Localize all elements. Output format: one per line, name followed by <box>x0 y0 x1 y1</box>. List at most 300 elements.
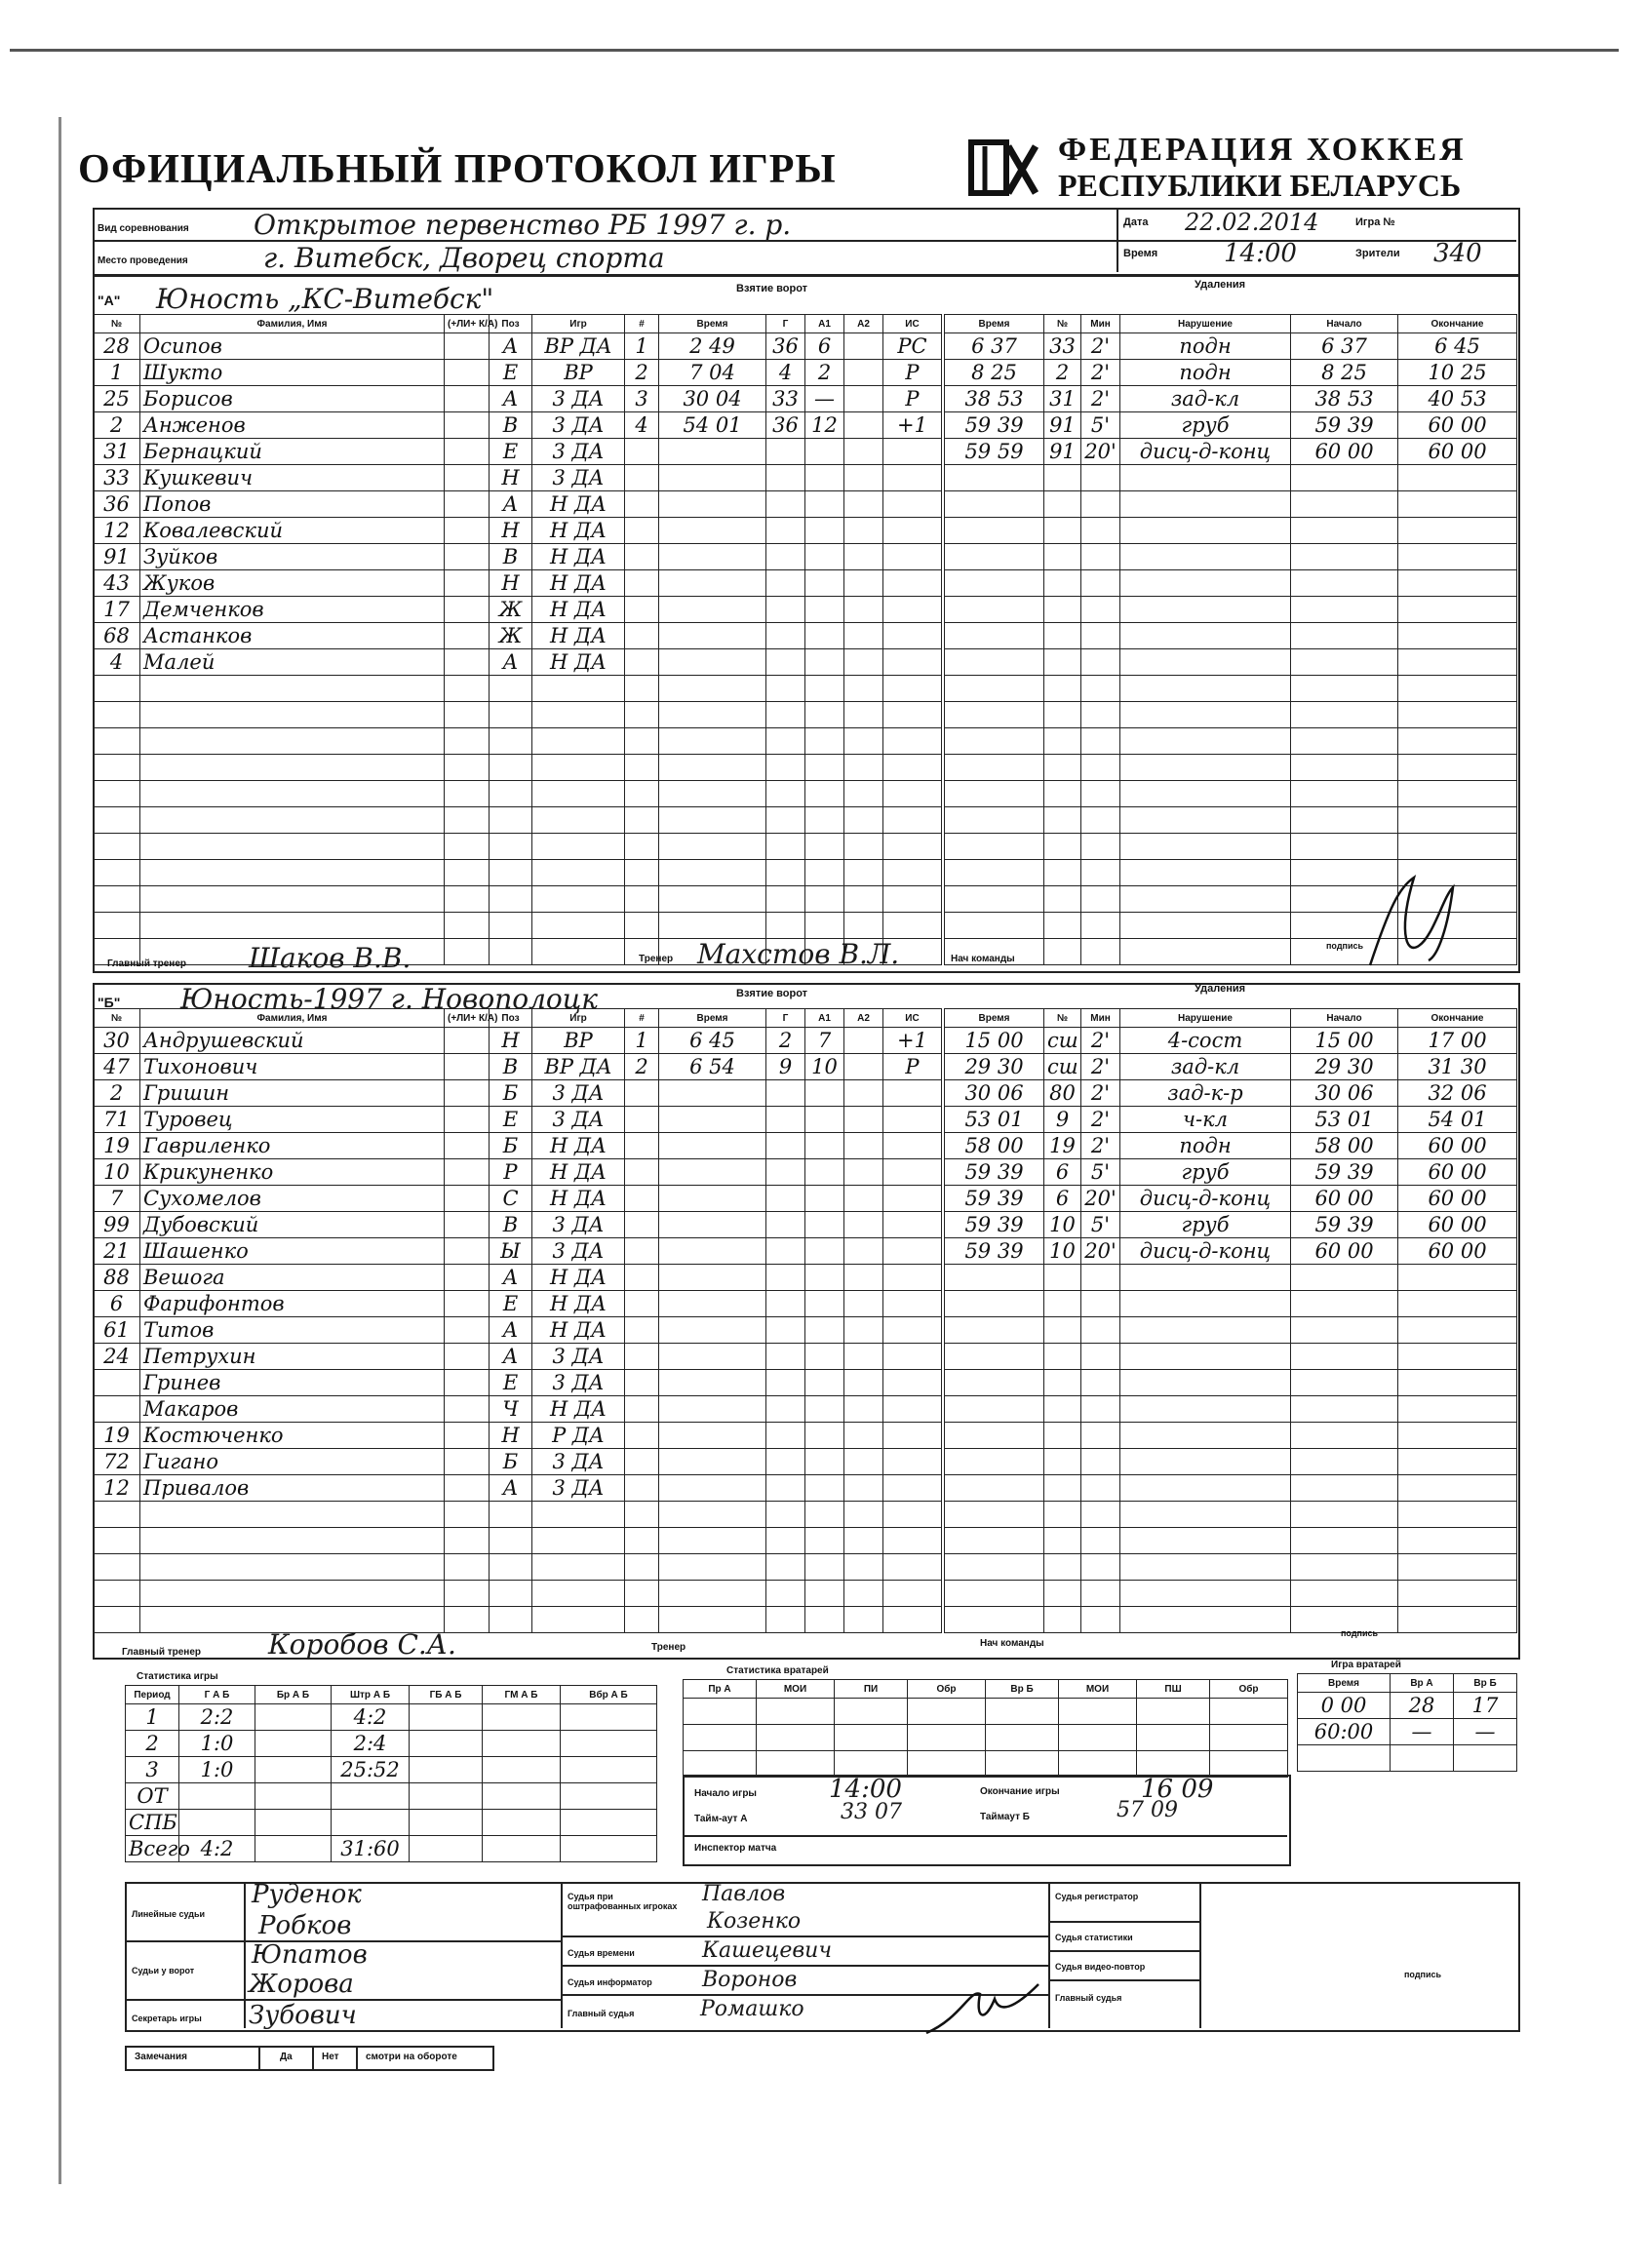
team-a-penalty-cell <box>1398 781 1517 807</box>
team-a-roster-cell <box>490 913 532 939</box>
team-b-goal-cell <box>625 1581 659 1607</box>
team-b-roster-cell <box>140 1528 445 1554</box>
team-b-penalty-cell <box>1291 1581 1398 1607</box>
team-a-goal-cell: — <box>805 386 844 412</box>
team-b-goal-cell <box>883 1291 942 1317</box>
team-b-goal-cell: 10 <box>805 1054 844 1080</box>
team-a-roster-cell <box>140 728 445 755</box>
team-b-roster-row <box>94 1133 625 1159</box>
game-stats-cell <box>332 1783 410 1810</box>
team-b-roster <box>93 1008 625 1633</box>
team-b-roster-row <box>94 1028 625 1054</box>
team-b-goal-cell <box>805 1291 844 1317</box>
game-stats-cell <box>561 1731 657 1757</box>
remarks-no[interactable]: Нет <box>322 2052 339 2062</box>
team-a-roster-cell <box>445 781 490 807</box>
team-a-goal-row <box>625 781 942 807</box>
team-b-roster-cell: 30 <box>94 1028 140 1054</box>
competition-value: Открытое первенство РБ 1997 г. р. <box>254 209 792 241</box>
team-b-goal-cell <box>625 1396 659 1423</box>
team-b-roster-cell: Е <box>490 1107 532 1133</box>
team-a-roster-row <box>94 386 625 412</box>
informant-label: Судья информатор <box>568 1977 652 1987</box>
team-b-penalty-cell: 2' <box>1081 1054 1120 1080</box>
team-a-penalty-row <box>945 781 1517 807</box>
team-b-goal-cell <box>883 1581 942 1607</box>
team-b-penalty-cell <box>1081 1291 1120 1317</box>
referee-signature-icon <box>921 1979 1048 2038</box>
team-a-penalty-cell <box>1291 623 1398 649</box>
team-b-penalty-cell <box>1044 1449 1081 1475</box>
team-a-goal-cell <box>844 807 883 834</box>
team-b-penalty-cell: 59 39 <box>945 1238 1044 1265</box>
team-a-penalty-row <box>945 412 1517 439</box>
team-a-penalty-cell <box>1291 465 1398 491</box>
team-b-goal-row <box>625 1449 942 1475</box>
game-stats-cell: 31:60 <box>332 1836 410 1862</box>
team-b-roster-cell <box>445 1186 490 1212</box>
team-b-penalty-cell <box>1291 1370 1398 1396</box>
team-a-penalty-cell <box>1120 518 1291 544</box>
team-b-penalty-cell <box>1398 1449 1517 1475</box>
team-a-goal-cell <box>766 465 805 491</box>
remarks-yes[interactable]: Да <box>280 2052 293 2062</box>
team-b-goal-row <box>625 1502 942 1528</box>
goalie-game-cell: 0 00 <box>1298 1693 1391 1719</box>
goalie-stats-cell <box>908 1725 986 1751</box>
spectators-label: Зрители <box>1355 248 1400 259</box>
team-b-roster-cell <box>445 1028 490 1054</box>
team-a-goal-cell <box>883 491 942 518</box>
team-a-name: Юность „КС-Витебск" <box>156 283 494 315</box>
team-b-goal-cell <box>805 1080 844 1107</box>
team-b-goal-cell: 2 <box>766 1028 805 1054</box>
team-b-penalty-row <box>945 1028 1517 1054</box>
game-stats-cell <box>483 1810 561 1836</box>
team-a-penalty-cell <box>1081 518 1120 544</box>
team-a-penalty-cell: 59 39 <box>1291 412 1398 439</box>
team-b-goal-cell <box>625 1344 659 1370</box>
team-b-roster-cell <box>445 1133 490 1159</box>
team-a-penalty-cell <box>1120 755 1291 781</box>
team-b-penalty-cell <box>1398 1317 1517 1344</box>
team-b-roster-cell <box>532 1607 625 1633</box>
team-b-penalty-cell: 59 39 <box>1291 1159 1398 1186</box>
team-b-goal-cell <box>805 1159 844 1186</box>
team-a-goal-header-cell: # <box>625 315 659 333</box>
team-b-roster-cell <box>94 1607 140 1633</box>
team-a-roster-cell <box>445 465 490 491</box>
team-a-roster-cell: 3 ДА <box>532 439 625 465</box>
team-b-goal-cell <box>659 1396 766 1423</box>
team-b-goals-caption: Взятие ворот <box>736 988 808 999</box>
team-b-roster-cell: А <box>490 1317 532 1344</box>
place-label: Место проведения <box>98 255 188 266</box>
team-b-penalty-cell: 19 <box>1044 1133 1081 1159</box>
team-b-penalty-cell: 15 00 <box>945 1028 1044 1054</box>
team-b-roster-row <box>94 1107 625 1133</box>
team-b-penalty-cell: 59 39 <box>945 1159 1044 1186</box>
team-a-roster-header-cell: Фамилия, Имя <box>140 315 445 333</box>
team-a-roster-row <box>94 834 625 860</box>
goalie-stats-row <box>684 1751 1288 1778</box>
team-b-roster-cell <box>445 1370 490 1396</box>
team-a-penalty-cell <box>1081 834 1120 860</box>
game-stats-cell: 2 <box>126 1731 179 1757</box>
team-b-goal-header-cell: Г <box>766 1009 805 1028</box>
team-b-penalties-table <box>944 1008 1517 1633</box>
game-stats-cell <box>410 1731 483 1757</box>
game-stats-cell <box>410 1757 483 1783</box>
team-a-penalty-cell <box>1398 702 1517 728</box>
team-b-penalty-cell <box>1398 1291 1517 1317</box>
team-b-goal-cell <box>766 1423 805 1449</box>
team-a-penalty-cell <box>945 886 1044 913</box>
team-a-penalty-cell <box>1291 570 1398 597</box>
team-a-goal-cell <box>883 781 942 807</box>
team-b-goal-cell <box>659 1554 766 1581</box>
team-b-goal-cell <box>766 1265 805 1291</box>
team-b-goal-cell <box>805 1370 844 1396</box>
team-a-goal-cell <box>805 570 844 597</box>
team-b-roster-cell: Костюченко <box>140 1423 445 1449</box>
team-b-goal-cell <box>844 1449 883 1475</box>
team-a-penalty-cell: 5' <box>1081 412 1120 439</box>
team-a-penalty-cell <box>945 702 1044 728</box>
team-a-penalty-cell <box>1120 597 1291 623</box>
team-b-coach-label: Главный тренер <box>122 1647 202 1658</box>
chief-judge-label: Главный судья <box>1055 1993 1122 2003</box>
team-a-goal-cell <box>844 728 883 755</box>
team-b-penalty-cell <box>1291 1265 1398 1291</box>
team-a-penalty-cell <box>1081 781 1120 807</box>
team-b-roster-cell: 72 <box>94 1449 140 1475</box>
team-b-penalty-cell <box>1398 1528 1517 1554</box>
team-a-penalty-cell <box>1081 649 1120 676</box>
team-a-roster-cell: Н ДА <box>532 544 625 570</box>
team-a-roster-row <box>94 333 625 360</box>
team-a-roster-cell: 1 <box>94 360 140 386</box>
game-start-label: Начало игры <box>694 1788 757 1799</box>
game-stats-row <box>126 1810 657 1836</box>
team-b-penalty-row <box>945 1554 1517 1581</box>
team-a-roster-row <box>94 676 625 702</box>
team-a-goal-cell <box>659 518 766 544</box>
team-b-penalty-cell: сш <box>1044 1028 1081 1054</box>
team-a-roster-cell: Ж <box>490 623 532 649</box>
team-b-penalty-cell <box>1120 1370 1291 1396</box>
team-b-penalty-cell: 59 39 <box>1291 1212 1398 1238</box>
team-b-penalty-row <box>945 1107 1517 1133</box>
team-a-penalty-cell <box>1044 702 1081 728</box>
team-b-roster-row <box>94 1396 625 1423</box>
team-a-penalty-cell <box>1044 597 1081 623</box>
team-a-penalty-cell <box>1291 807 1398 834</box>
team-a-penalty-header-cell: Окончание <box>1398 315 1517 333</box>
team-a-goal-cell <box>766 597 805 623</box>
team-a-roster-cell <box>445 913 490 939</box>
team-a-roster-row <box>94 491 625 518</box>
team-b-penalty-cell <box>1120 1265 1291 1291</box>
team-a-penalty-cell: 6 45 <box>1398 333 1517 360</box>
team-a-goal-cell <box>844 886 883 913</box>
team-b-roster-cell <box>94 1396 140 1423</box>
game-stats-cell <box>255 1757 332 1783</box>
team-a-penalty-cell: 31 <box>1044 386 1081 412</box>
goalie-game-cell <box>1454 1745 1517 1772</box>
team-a-goal-cell: +1 <box>883 412 942 439</box>
team-a-goal-cell <box>766 886 805 913</box>
team-a-roster-cell <box>490 807 532 834</box>
team-a-penalty-cell <box>945 597 1044 623</box>
team-b-goal-row <box>625 1080 942 1107</box>
team-b-penalty-cell <box>945 1396 1044 1423</box>
game-stats-cell <box>410 1810 483 1836</box>
team-b-roster-cell <box>445 1054 490 1080</box>
team-b-penalty-cell <box>1044 1607 1081 1633</box>
team-a-goal-cell: 2 <box>805 360 844 386</box>
team-b-penalty-cell <box>1291 1291 1398 1317</box>
team-b-goal-cell: 9 <box>766 1054 805 1080</box>
team-b-goal-cell <box>766 1080 805 1107</box>
team-b-roster-cell: В <box>490 1212 532 1238</box>
team-a-goal-row <box>625 649 942 676</box>
game-stats-header-cell: ГБ А Б <box>410 1686 483 1704</box>
team-a-roster-cell: Анженов <box>140 412 445 439</box>
team-a-roster-cell <box>445 439 490 465</box>
team-a-roster-cell <box>94 860 140 886</box>
team-a-penalty-cell <box>1044 913 1081 939</box>
team-b-coach: Коробов С.А. <box>268 1628 456 1661</box>
team-b-goal-cell <box>844 1317 883 1344</box>
team-b-roster-cell <box>445 1212 490 1238</box>
team-b-penalty-header-cell: Окончание <box>1398 1009 1517 1028</box>
team-a-roster-cell: Попов <box>140 491 445 518</box>
team-b-roster-cell: 19 <box>94 1133 140 1159</box>
team-a-goal-cell <box>625 913 659 939</box>
team-b-goal-cell <box>766 1502 805 1528</box>
team-a-roster-row <box>94 860 625 886</box>
team-b-goal-cell <box>659 1133 766 1159</box>
team-a-roster-cell: Н <box>490 518 532 544</box>
team-b-goal-cell <box>844 1396 883 1423</box>
team-b-penalty-cell <box>1081 1317 1120 1344</box>
team-b-roster-cell: А <box>490 1344 532 1370</box>
game-stats-cell: 4:2 <box>332 1704 410 1731</box>
team-a-goal-cell <box>844 623 883 649</box>
team-a-goal-cell <box>659 913 766 939</box>
team-a-goal-cell: 6 <box>805 333 844 360</box>
team-b-penalty-row <box>945 1475 1517 1502</box>
goalie-stats-header-cell: ПИ <box>835 1680 908 1699</box>
team-a-roster-cell: Н ДА <box>532 649 625 676</box>
team-a-goal-cell <box>883 702 942 728</box>
team-a-chief-label: Нач команды <box>951 954 1015 964</box>
team-a-goal-cell <box>625 834 659 860</box>
game-stats-cell <box>332 1810 410 1836</box>
team-a-roster-cell <box>94 834 140 860</box>
team-a-roster-row <box>94 807 625 834</box>
team-a-goal-cell <box>625 755 659 781</box>
team-b-penalty-cell <box>1120 1554 1291 1581</box>
team-b-goal-cell <box>659 1107 766 1133</box>
team-a-penalty-cell <box>1120 649 1291 676</box>
goalie-stats-cell <box>684 1751 757 1778</box>
team-a-roster-cell <box>445 702 490 728</box>
team-a-penalty-row <box>945 360 1517 386</box>
team-a-penalty-cell: 33 <box>1044 333 1081 360</box>
team-a-goal-cell: Р <box>883 386 942 412</box>
goal-judges-label: Судьи у ворот <box>132 1966 195 1975</box>
team-b-roster-cell: 3 ДА <box>532 1212 625 1238</box>
goalie-stats-header-cell: Обр <box>1210 1680 1288 1699</box>
team-b-penalty-cell <box>1398 1607 1517 1633</box>
team-a-roster-row <box>94 649 625 676</box>
team-a-goal-cell <box>844 518 883 544</box>
team-a-goal-cell: 3 <box>625 386 659 412</box>
team-a-penalty-row <box>945 386 1517 412</box>
team-a-goal-cell: 1 <box>625 333 659 360</box>
timeout-b-value: 57 09 <box>1117 1798 1178 1822</box>
team-b-penalty-cell <box>1120 1291 1291 1317</box>
team-a-roster-cell: 91 <box>94 544 140 570</box>
team-a-goal-cell <box>805 649 844 676</box>
team-b-roster-row <box>94 1317 625 1344</box>
team-a-goal-cell: РС <box>883 333 942 360</box>
team-b-goal-cell <box>766 1291 805 1317</box>
team-b-goal-cell <box>844 1133 883 1159</box>
team-a-goal-cell <box>844 781 883 807</box>
team-b-goal-cell <box>844 1528 883 1554</box>
team-a-roster-cell: Ковалевский <box>140 518 445 544</box>
team-a-penalty-cell: 6 37 <box>1291 333 1398 360</box>
team-b-roster-cell: Н ДА <box>532 1291 625 1317</box>
team-b-penalty-cell <box>945 1449 1044 1475</box>
team-b-goal-cell <box>883 1159 942 1186</box>
team-b-penalty-row <box>945 1212 1517 1238</box>
team-a-penalty-cell <box>1120 834 1291 860</box>
team-b-roster-cell: Н <box>490 1423 532 1449</box>
team-b-goal-cell <box>883 1528 942 1554</box>
federation-name-line2: РЕСПУБЛИКИ БЕЛАРУСЬ <box>1058 168 1462 203</box>
team-b-penalty-cell <box>945 1291 1044 1317</box>
team-a-goal-cell <box>766 649 805 676</box>
team-a-goal-row <box>625 834 942 860</box>
team-b-goal-cell: 6 54 <box>659 1054 766 1080</box>
date-label: Дата <box>1123 216 1149 228</box>
team-b-goal-cell <box>883 1265 942 1291</box>
team-b-penalty-row <box>945 1186 1517 1212</box>
team-b-roster-cell: Б <box>490 1449 532 1475</box>
team-b-goal-cell <box>883 1238 942 1265</box>
team-b-goal-cell <box>844 1186 883 1212</box>
team-b-roster-cell: 3 ДА <box>532 1449 625 1475</box>
team-b-roster-cell <box>490 1554 532 1581</box>
team-b-goal-cell <box>625 1080 659 1107</box>
team-b-roster-cell: 3 ДА <box>532 1475 625 1502</box>
team-a-roster-cell: Н <box>490 570 532 597</box>
team-b-penalty-cell <box>1081 1265 1120 1291</box>
team-b-penalty-cell: 54 01 <box>1398 1107 1517 1133</box>
team-a-penalty-row <box>945 755 1517 781</box>
team-a-penalty-cell <box>1291 755 1398 781</box>
team-b-penalty-cell: 6 <box>1044 1159 1081 1186</box>
team-b-goal-cell <box>766 1370 805 1396</box>
team-b-penalty-cell <box>1044 1396 1081 1423</box>
team-b-roster-cell <box>445 1291 490 1317</box>
team-b-penalty-cell: зад-к-р <box>1120 1080 1291 1107</box>
goalie-game-table <box>1297 1673 1517 1772</box>
team-a-goal-cell <box>625 623 659 649</box>
team-a-coach: Шаков В.В. <box>249 942 412 974</box>
team-b-penalty-cell: дисц-д-конц <box>1120 1238 1291 1265</box>
team-a-penalty-cell <box>1120 886 1291 913</box>
goalie-stats-cell <box>1137 1699 1210 1725</box>
team-b-penalty-cell: 2' <box>1081 1080 1120 1107</box>
team-b-goal-cell <box>805 1396 844 1423</box>
team-b-penalty-cell <box>1044 1317 1081 1344</box>
team-a-penalty-row <box>945 807 1517 834</box>
team-a-roster-cell: 3 ДА <box>532 465 625 491</box>
team-b-roster-cell: Шашенко <box>140 1238 445 1265</box>
team-a-roster-cell <box>445 491 490 518</box>
team-a-penalty-cell <box>1044 465 1081 491</box>
team-b-roster-cell <box>445 1159 490 1186</box>
team-b-roster-header-cell: (+ЛИ+ К/А) <box>445 1009 490 1028</box>
team-b-penalty-header-cell: Мин <box>1081 1009 1120 1028</box>
team-a-goal-cell <box>844 386 883 412</box>
team-a-roster-cell <box>490 676 532 702</box>
goalie-game-header-cell: Вр А <box>1391 1674 1454 1693</box>
team-a-goal-cell <box>844 676 883 702</box>
team-b-goal-cell <box>805 1317 844 1344</box>
team-a-goal-cell <box>625 649 659 676</box>
team-b-goal-cell <box>883 1212 942 1238</box>
team-a-roster-row <box>94 755 625 781</box>
penalty-bench-label: Судья при оштрафованных игроках <box>568 1892 678 1911</box>
team-b-roster-cell: С <box>490 1186 532 1212</box>
team-b-roster-row <box>94 1186 625 1212</box>
timekeeper-label: Судья времени <box>568 1948 635 1958</box>
team-b-penalty-cell <box>1081 1423 1120 1449</box>
team-b-goal-cell <box>625 1212 659 1238</box>
team-b-penalty-cell: 60 00 <box>1398 1186 1517 1212</box>
team-a-roster-cell: Малей <box>140 649 445 676</box>
team-a-penalty-cell <box>1081 465 1120 491</box>
team-b-roster-cell <box>445 1528 490 1554</box>
team-a-penalty-cell <box>1081 939 1120 965</box>
team-b-roster-row <box>94 1238 625 1265</box>
team-a-goal-header-cell: ИС <box>883 315 942 333</box>
team-a-roster-cell: Жуков <box>140 570 445 597</box>
team-a-penalty-cell <box>1291 518 1398 544</box>
team-b-goal-row <box>625 1186 942 1212</box>
team-b-roster-header-row <box>94 1009 625 1028</box>
team-a-goal-cell <box>844 412 883 439</box>
team-b-penalty-cell <box>1398 1265 1517 1291</box>
team-b-penalty-header-cell: № <box>1044 1009 1081 1028</box>
team-a-goal-row <box>625 570 942 597</box>
goalie-stats-cell <box>835 1699 908 1725</box>
team-b-goal-row <box>625 1028 942 1054</box>
place-value: г. Витебск, Дворец спорта <box>263 242 665 274</box>
team-b-goal-cell <box>766 1317 805 1344</box>
team-a-goal-cell <box>844 570 883 597</box>
team-a-roster-cell: 36 <box>94 491 140 518</box>
team-b-roster-cell <box>490 1581 532 1607</box>
team-b-roster-cell <box>445 1107 490 1133</box>
team-a-roster-row <box>94 570 625 597</box>
